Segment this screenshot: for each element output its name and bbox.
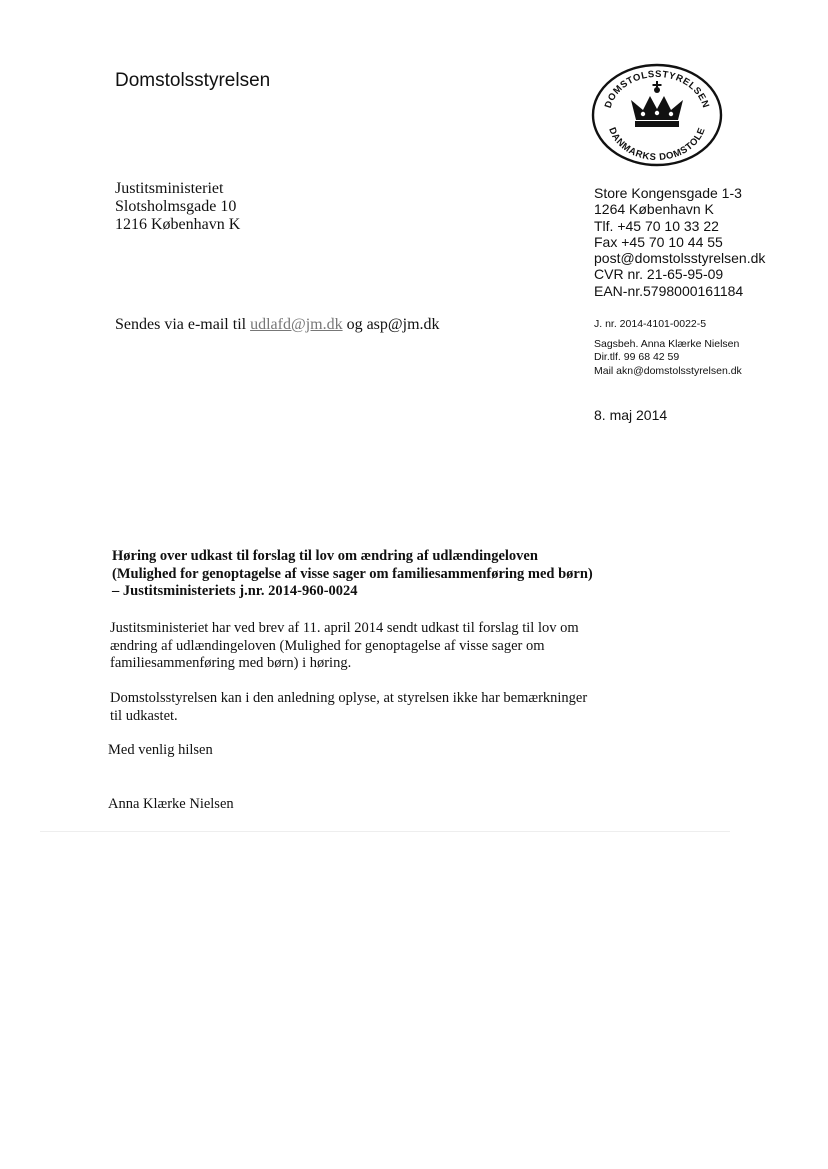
sender-ean: EAN-nr.5798000161184 <box>594 282 744 299</box>
delivery-prefix: Sendes via e-mail til <box>115 316 251 333</box>
sender-fax: Fax +45 70 10 44 55 <box>594 233 723 250</box>
handler-mail: Mail akn@domstolsstyrelsen.dk <box>594 364 742 377</box>
seal-top-text: DOMSTOLSSTYRELSEN <box>602 68 712 110</box>
recipient-line: Justitsministeriet <box>115 180 224 197</box>
recipient-address <box>115 180 240 234</box>
sender-phone: Tlf. +45 70 10 33 22 <box>594 217 719 234</box>
organization-title: Domstolsstyrelsen <box>115 70 271 91</box>
sender-email: post@domstolsstyrelsen.dk <box>594 250 766 267</box>
sender-street: Store Kongensgade 1-3 <box>594 185 742 201</box>
seal-bottom-text: DANMARKS DOMSTOLE <box>606 125 708 164</box>
body-paragraph: Domstolsstyrelsen kan i den anledning oplyse, at styrelsen ikke har bemærkninger til udkastet. <box>110 690 588 724</box>
recipient-line: Slotsholmsgade 10 <box>115 198 237 215</box>
body-paragraph: Justitsministeriet har ved brev af 11. april 2014 sendt udkast til forslag til lov om ændring af udlændingeloven (Mulighed for genoptagelse af visse sager om familiesammenføring med børn) i høring. <box>110 620 579 671</box>
sender-cvr: CVR nr. 21-65-95-09 <box>594 266 724 283</box>
crown-icon <box>631 81 683 127</box>
recipient-line: 1216 København K <box>115 216 241 233</box>
journal-number: J. nr. 2014-4101-0022-5 <box>594 318 707 330</box>
sender-city: 1264 København K <box>594 201 714 218</box>
direct-phone: Dir.tlf. 99 68 42 59 <box>594 351 680 363</box>
domstolsstyrelsen-seal <box>590 62 724 168</box>
page-divider <box>40 831 730 832</box>
sender-contact-block <box>594 185 765 299</box>
case-handler: Sagsbeh. Anna Klærke Nielsen <box>594 337 740 350</box>
recipient-email-link[interactable]: udlafd@jm.dk <box>250 316 343 333</box>
case-info-block <box>594 318 742 378</box>
signature-name: Anna Klærke Nielsen <box>108 796 234 812</box>
delivery-suffix: og asp@jm.dk <box>342 316 440 333</box>
letter-date: 8. maj 2014 <box>594 407 668 423</box>
letter-subject: Høring over udkast til forslag til lov om ændring af udlændingeloven (Mulighed for genoptagelse af visse sager om familiesammenføring med børn) – Justitsministeriets j.nr. 2014-960-0024 <box>112 548 593 599</box>
closing-greeting: Med venlig hilsen <box>108 742 213 758</box>
delivery-note <box>115 316 440 334</box>
